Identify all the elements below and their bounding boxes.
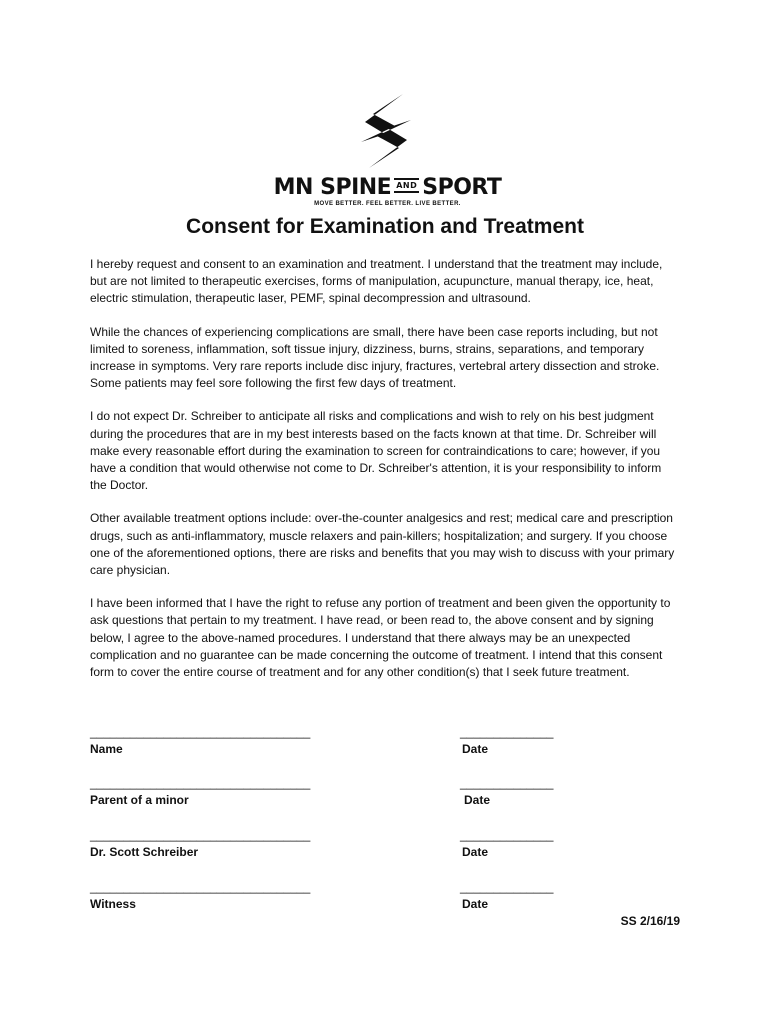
logo-wordmark [273, 172, 502, 202]
paragraph-right-to-refuse: I have been informed that I have the right to refuse any portion of treatment and been given the opportunity to ask questions that pertain to my treatment. I have read, or been read to, the above consent and by signing below, I agree to the above-named procedures. I understand that there always may be an unexpected complication and no guarantee can be made concerning the outcome of treatment. I intend that this consent form to cover the entire course of treatment and for any other condition(s) that I seek future treatment. [90, 596, 671, 680]
logo-icon [355, 94, 417, 168]
signature-row-doctor [0, 828, 770, 858]
parent-date-label: Date [464, 793, 491, 807]
name-date-label: Date [462, 742, 489, 756]
witness-label: Witness [90, 897, 136, 911]
witness-signature-line[interactable]: _________________________________ [90, 880, 311, 894]
logo-name-left: MN SPINE [273, 174, 392, 200]
consent-body [90, 256, 680, 697]
signature-row-name [0, 725, 770, 755]
signature-row-witness [0, 880, 770, 910]
parent-signature-line[interactable]: _________________________________ [90, 776, 311, 790]
name-signature-line[interactable]: _________________________________ [90, 725, 311, 739]
logo-name-and: AND [394, 178, 419, 193]
paragraph-treatment-options: Other available treatment options include: over-the-counter analgesics and rest; medical care and prescription drugs, such as anti-inflammatory, muscle relaxers and pain-killers; hospitalization; and surgery. If you choose one of the aforementioned options, there are risks and benefits that you may wish to discuss with your primary care physician. [90, 511, 675, 578]
doctor-date-label: Date [462, 845, 489, 859]
parent-label: Parent of a minor [90, 793, 189, 807]
document-revision-code: SS 2/16/19 [620, 914, 680, 928]
logo-name-right: SPORT [422, 174, 502, 200]
signature-row-parent [0, 776, 770, 806]
parent-date-line[interactable]: ______________ [460, 776, 554, 790]
paragraph-consent-request: I hereby request and consent to an examination and treatment. I understand that the treatment may include, but are not limited to therapeutic exercises, forms of manipulation, acupuncture, manual therapy, ice, heat, electric stimulation, therapeutic laser, PEMF, spinal decompression and ultrasound. [90, 257, 663, 306]
page-title: Consent for Examination and Treatment [186, 215, 584, 238]
doctor-date-line[interactable]: ______________ [460, 828, 554, 842]
witness-date-line[interactable]: ______________ [460, 880, 554, 894]
paragraph-complications: While the chances of experiencing complications are small, there have been case reports including, but not limited to soreness, inflammation, soft tissue injury, dizziness, burns, strains, separations, and temporary increase in symptoms. Very rare reports include disc injury, fractures, vertebral artery dissection and stroke. Some patients may feel sore following the first few days of treatment. [90, 324, 660, 391]
doctor-signature-line[interactable]: _________________________________ [90, 828, 311, 842]
doctor-label: Dr. Scott Schreiber [90, 845, 199, 859]
name-date-line[interactable]: ______________ [460, 725, 554, 739]
witness-date-label: Date [462, 897, 489, 911]
name-label: Name [90, 742, 123, 756]
paragraph-risks-judgment: I do not expect Dr. Schreiber to anticipate all risks and complications and wish to rely on his best judgment during the procedures that are in my best interests based on the facts known at that time. Dr. Schreiber will make every reasonable effort during the examination to screen for contraindications to care; however, if you have a condition that would otherwise not come to Dr. Schreiber's attention, it is your responsibility to inform the Doctor. [90, 409, 662, 493]
logo-tagline: MOVE BETTER. FEEL BETTER. LIVE BETTER. [314, 201, 461, 207]
